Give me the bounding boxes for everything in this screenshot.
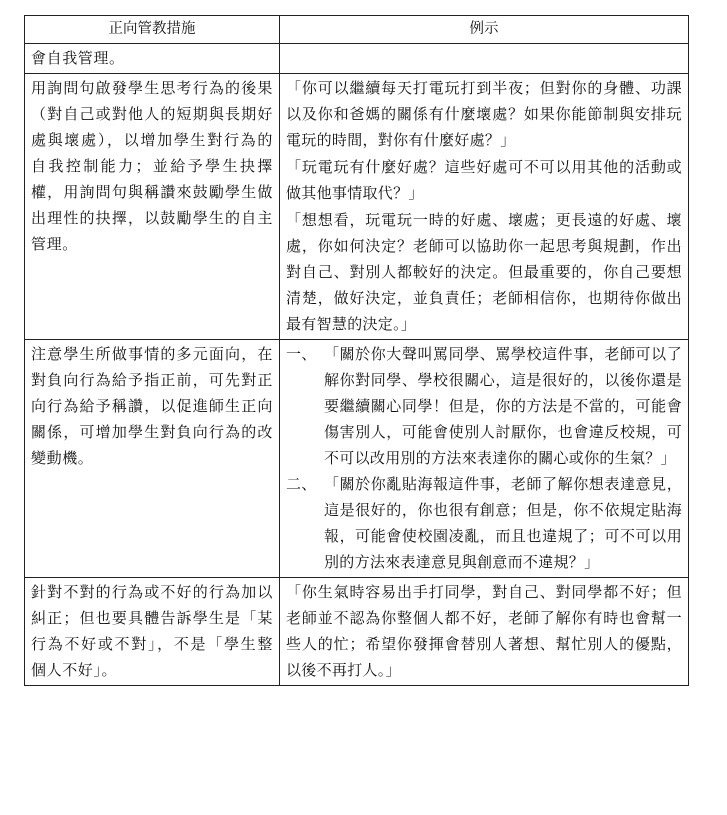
example-paragraph: 「你可以繼續每天打電玩打到半夜；但對你的身體、功課以及你和爸媽的關係有什麼壞處？如果你能節制與安排玩電玩的時間，對你有什麼好處？」: [286, 79, 682, 149]
examples-cell-empty: [280, 44, 689, 74]
header-examples: 例示: [280, 16, 689, 44]
example-paragraph: 「你生氣時容易出手打同學，對自己、對同學都不好；但老師並不認為你整個人都不好，老師了解你有時也會幫一些人的忙；希望你發揮會替別人著想、幫忙別人的優點，以後不再打人。」: [286, 583, 682, 679]
numbered-example: [286, 341, 682, 471]
examples-cell: [280, 74, 689, 340]
measure-cell: 用詢問句啟發學生思考行為的後果（對自己或對他人的短期與長期好處與壞處），以增加學生對行為的自我控制能力；並給予學生抉擇權，用詢問句與稱讚來鼓勵學生做出理性的抉擇，以鼓勵學生的自主管理。: [25, 74, 280, 340]
measure-cell: 針對不對的行為或不好的行為加以糾正；但也要具體告訴學生是「某行為不好或不對」，不是「學生整個人不好」。: [25, 578, 280, 686]
table-header-row: [25, 16, 689, 44]
example-text: 「關於你大聲叫罵同學、罵學校這件事，老師可以了解你對同學、學校很關心，這是很好的，以後你還是要繼續關心同學！但是，你的方法是不當的，可能會傷害別人，可能會使別人討厭你，也會違反校規，可不可以改用別的方法來表達你的關心或你的生氣？」: [324, 345, 682, 467]
positive-discipline-table: [24, 15, 689, 686]
example-paragraph: 「想想看，玩電玩一時的好處、壞處；更長遠的好處、壞處，你如何決定？老師可以協助你一起思考與規劃，作出對自己、對別人都較好的決定。但最重要的，你自己要想清楚，做好決定，並負責任；老師相信你，也期待你做出最有智慧的決定。」: [286, 211, 682, 333]
examples-cell: [280, 578, 689, 686]
example-paragraph: 「玩電玩有什麼好處？這些好處可不可以用其他的活動或做其他事情取代？」: [286, 158, 682, 202]
header-measure: 正向管教措施: [25, 16, 280, 44]
measure-cell: 會自我管理。: [25, 44, 280, 74]
table-row: [25, 74, 689, 340]
numbered-example: [286, 471, 682, 575]
example-number: 一、: [286, 345, 317, 363]
table-row: [25, 578, 689, 686]
table-row: [25, 340, 689, 578]
table-row: [25, 44, 689, 74]
examples-cell: [280, 340, 689, 578]
example-number: 二、: [286, 475, 317, 493]
measure-cell: 注意學生所做事情的多元面向，在對負向行為給予指正前，可先對正向行為給予稱讚，以促進師生正向關係，可增加學生對負向行為的改變動機。: [25, 340, 280, 578]
example-text: 「關於你亂貼海報這件事，老師了解你想表達意見，這是很好的，你也很有創意；但是，你不依規定貼海報，可能會使校園凌亂，而且也違規了；可不可以用別的方法來表達意見與創意而不違規？」: [324, 475, 682, 571]
